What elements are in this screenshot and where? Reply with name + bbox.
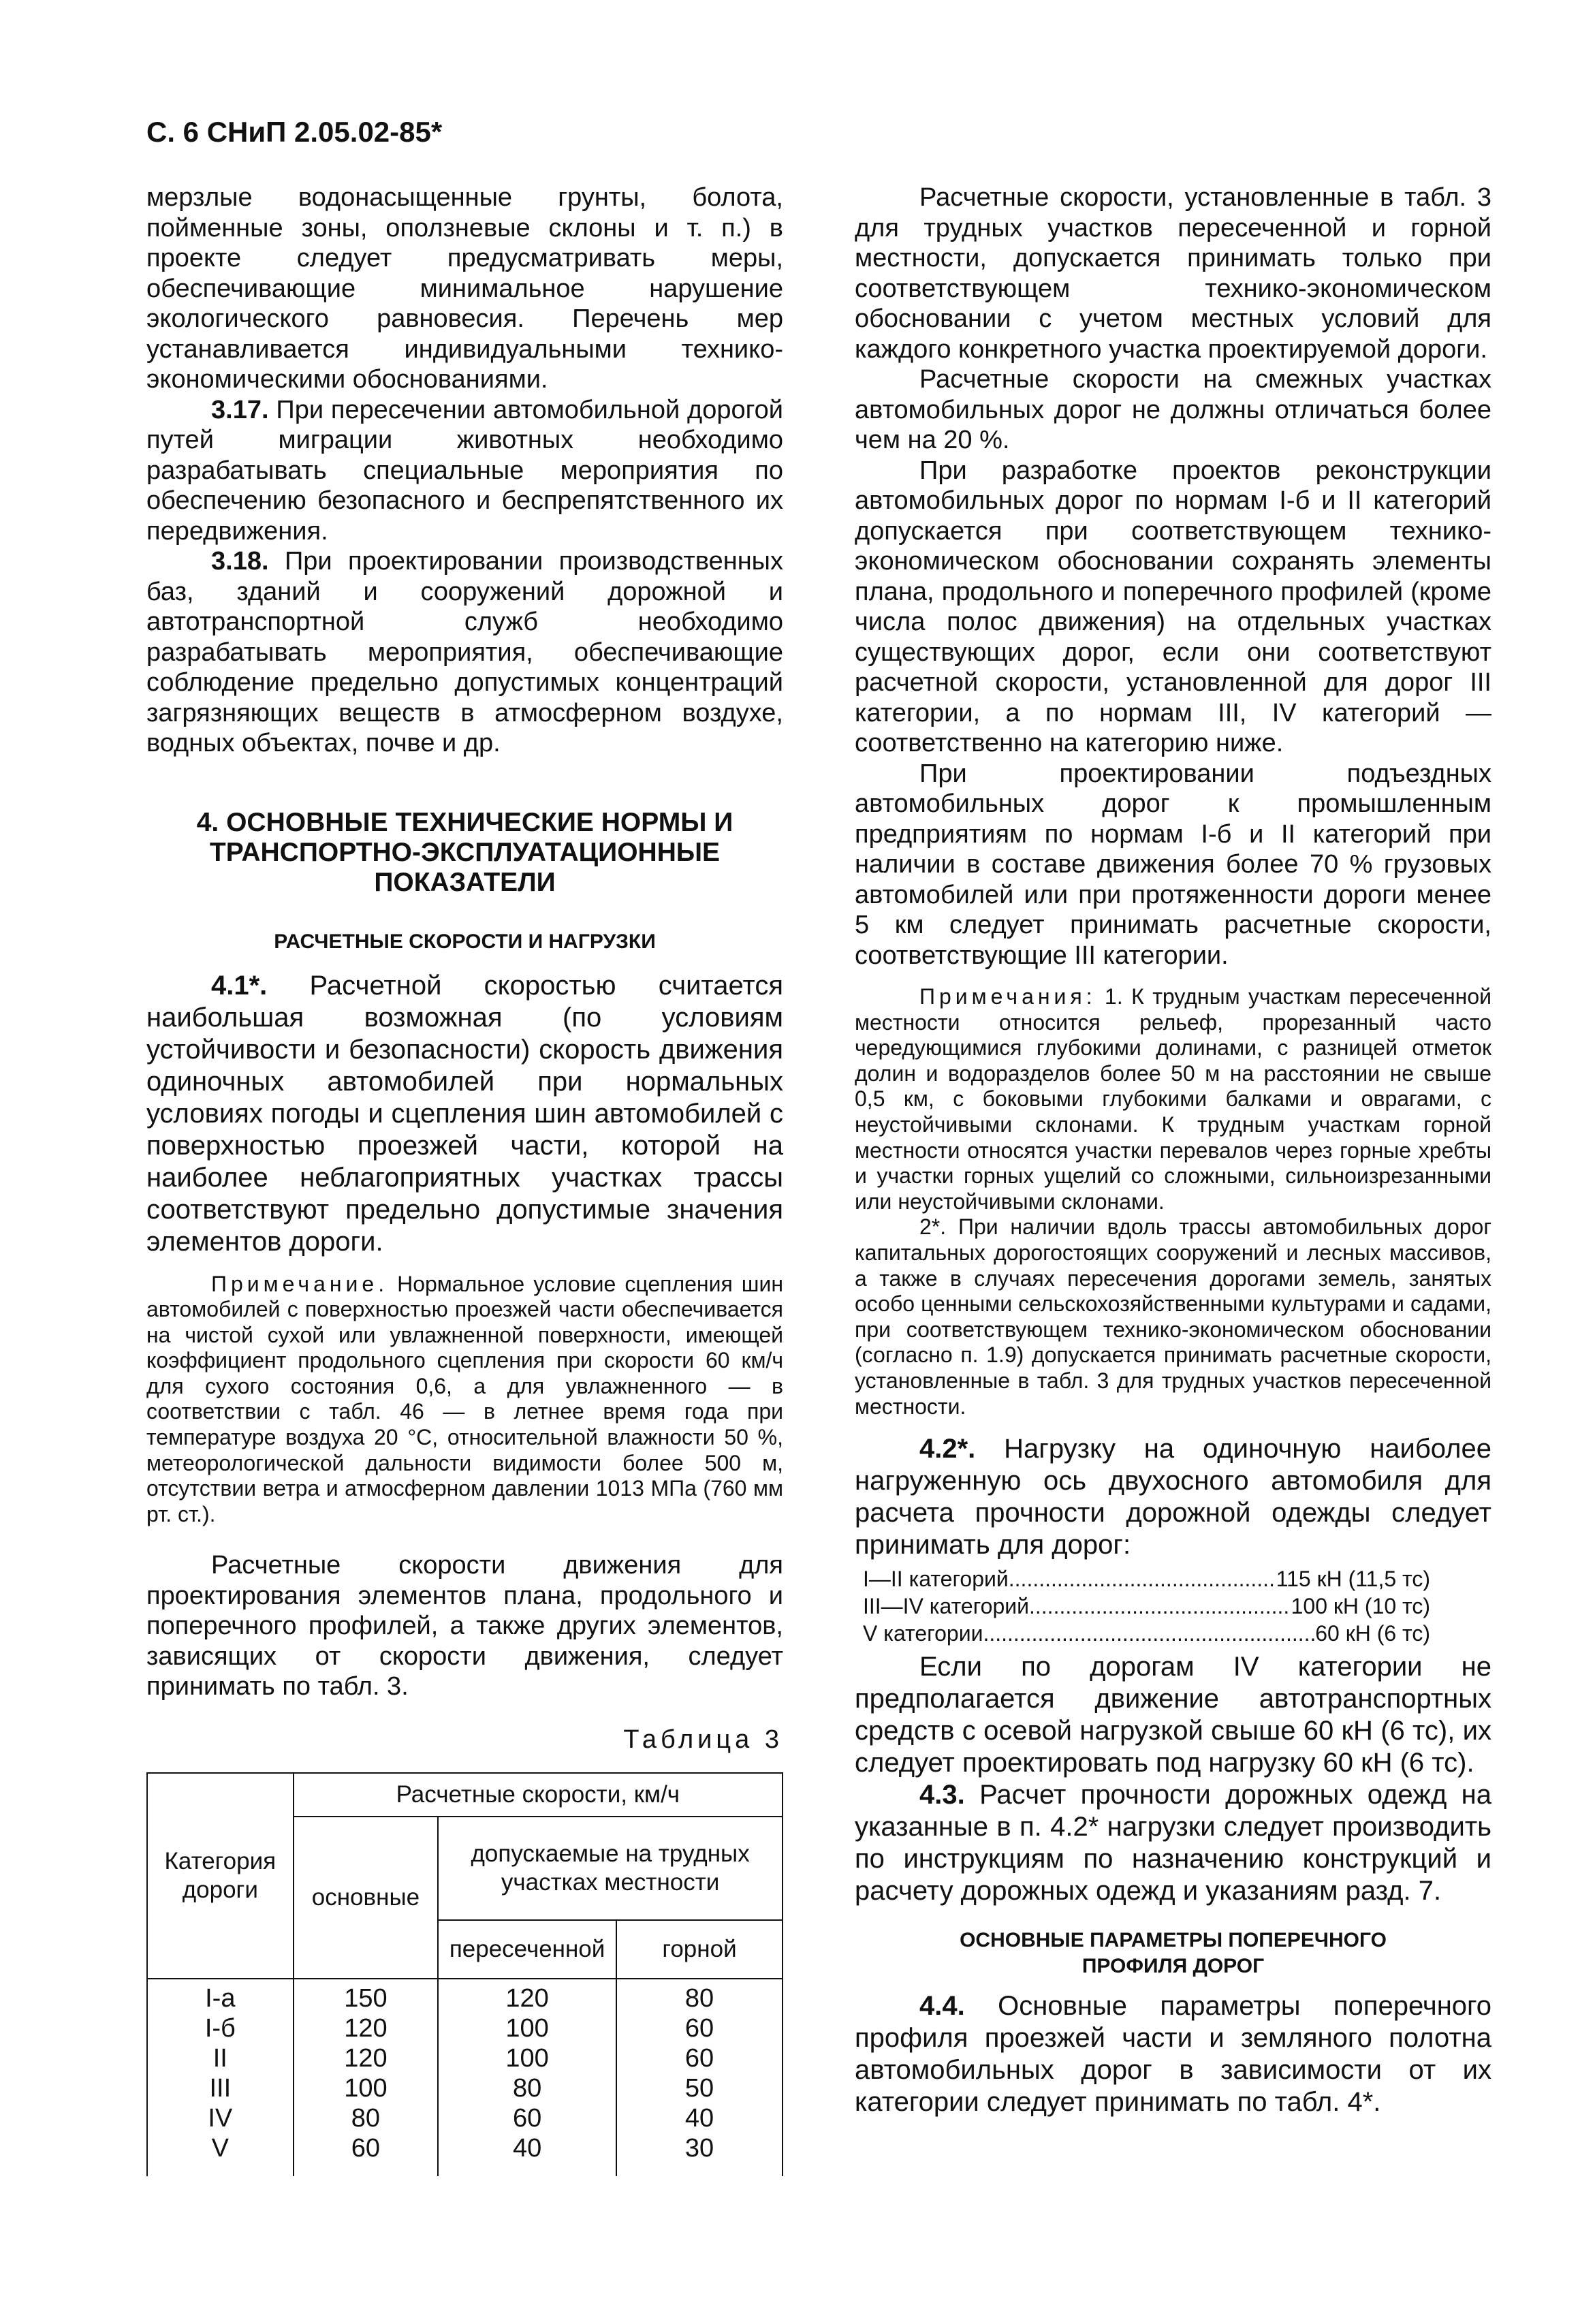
col-main-values bbox=[294, 1979, 439, 2176]
notes-label: Примечания: bbox=[919, 984, 1096, 1009]
clause-number: 3.17. bbox=[211, 395, 269, 424]
table-cell-cat: III bbox=[209, 2073, 232, 2103]
clause-number: 3.18. bbox=[211, 547, 269, 576]
paragraph-4-1 bbox=[146, 970, 783, 1258]
subsection-title: ОСНОВНЫЕ ПАРАМЕТРЫ ПОПЕРЕЧНОГО ПРОФИЛЯ ДОРОГ bbox=[960, 1929, 1387, 1978]
table-cell-mountain: 60 bbox=[684, 2013, 714, 2043]
col-rough-values bbox=[438, 1979, 616, 2176]
col-header-rough: пересеченной bbox=[438, 1920, 616, 1979]
note-2: 2*. При наличии вдоль трассы автомобильных дорог капитальных дорогостоящих сооружений и лесных массивов, а также в случаях пересечения дорогами земель, занятых особо ценными сельскохозяйственными культурами и садами, при соответствующем технико-экономическом обосновании (согласно п. 1.9) допускается принимать расчетные скорости, установленные в табл. 3 для трудных участков пересеченной местности. bbox=[855, 1214, 1491, 1419]
paragraph: При разработке проектов реконструкции автомобильных дорог по нормам I-б и II категорий допускается при соответствующем технико-экономическом обосновании сохранять элементы плана, продольного и поперечного профилей (кроме числа полос движения) на отдельных участках существующих дорог, если они соответствуют расчетной скорости, установленной для дорог III категории, а по нормам III, IV категорий — соответственно на категорию ниже. bbox=[855, 456, 1491, 757]
col-mountain-values bbox=[616, 1979, 783, 2176]
paragraph: Расчетные скорости, установленные в табл. 3 для трудных участков пересеченной и горной местности, допускается принимать только при соответствующем технико-экономическом обосновании с учетом местных условий для каждого конкретного участка проектируемой дороги. bbox=[855, 183, 1491, 364]
table-cell-cat: I-а bbox=[205, 1983, 236, 2013]
load-list bbox=[855, 1565, 1491, 1647]
table-cell-main: 120 bbox=[344, 2043, 388, 2073]
right-column bbox=[855, 183, 1491, 2118]
table-cell-cat: I-б bbox=[204, 2013, 236, 2043]
note-paragraph bbox=[146, 1272, 783, 1528]
clause-text: При пересечении автомобильной дорогой путей миграции животных необходимо разрабатывать специальные мероприятия по обеспечению безопасного и беспрепятственного их передвижения. bbox=[146, 395, 783, 546]
clause-text: Расчетной скоростью считается наибольшая возможная (по условиям устойчивости и безопасности) скорость движения одиночных автомобилей при нормальных условиях погоды и сцепления шин автомобилей с поверхностью проезжей части, которой на наиболее неблагоприятных участках трассы соответствуют предельно допустимые значения элементов дороги. bbox=[146, 970, 783, 1257]
table-cell-rough: 100 bbox=[505, 2013, 549, 2043]
paragraph-continuation: мерзлые водонасыщенные грунты, болота, пойменные зоны, оползневые склоны и т. п.) в проекте следует предусматривать меры, обеспечивающие минимальное нарушение экологического равновесия. Перечень мер устанавливается индивидуальными технико-экономическими обоснованиями. bbox=[146, 183, 783, 394]
clause-text: Расчет прочности дорожных одежд на указанные в п. 4.2* нагрузки следует производить по инструкциям по назначению конструкций и расчету дорожных одежд и указаниям разд. 7. bbox=[855, 1780, 1491, 1906]
table-cell-main: 120 bbox=[344, 2013, 388, 2043]
col-header-category: Категория дороги bbox=[147, 1773, 294, 1979]
note-text: Нормальное условие сцепления шин автомобилей с поверхностью проезжей части обеспечивается на чистой сухой или увлажненной поверхности, имеющей коэффициент продольного сцепления при скорости 60 км/ч для сухого состояния 0,6, а для увлажненного — в соответствии с табл. 46 — в летнее время года при температуре воздуха 20 °С, относительной влажности 50 %, метеорологической дальности видимости более 500 м, отсутствии ветра и атмосферном давлении 1013 МПа (760 мм рт. ст.). bbox=[146, 1271, 783, 1526]
clause-text: При проектировании производственных баз, зданий и сооружений дорожной и автотранспортной служб необходимо разрабатывать мероприятия, обеспечивающие соблюдение предельно допустимых концентраций загрязняющих веществ в атмосферном воздухе, водных объектах, почве и др. bbox=[146, 547, 783, 757]
paragraph-4-2 bbox=[855, 1433, 1491, 1561]
col-category-values bbox=[147, 1979, 294, 2176]
table-cell-mountain: 60 bbox=[684, 2043, 714, 2073]
col-header-speeds: Расчетные скорости, км/ч bbox=[294, 1773, 783, 1817]
subsection-title: РАСЧЕТНЫЕ СКОРОСТИ И НАГРУЗКИ bbox=[274, 930, 656, 953]
load-label: III—IV категорий bbox=[863, 1594, 1029, 1619]
table-cell-mountain: 30 bbox=[684, 2133, 714, 2163]
clause-text: Основные параметры поперечного профиля проезжей части и земляного полотна автомобильных дорог в зависимости от их категории следует принимать по табл. 4*. bbox=[855, 1991, 1491, 2118]
paragraph: Расчетные скорости на смежных участках автомобильных дорог не должны отличаться более чем на 20 %. bbox=[855, 365, 1491, 454]
clause-number: 4.2*. bbox=[919, 1434, 976, 1464]
paragraph-3-18 bbox=[146, 546, 783, 759]
clause-text: Нагрузку на одиночную наиболее нагруженную ось двухосного автомобиля для расчета прочности дорожной одежды следует принимать для дорог: bbox=[855, 1434, 1491, 1560]
page-header: С. 6 СНиП 2.05.02-85* bbox=[146, 116, 443, 148]
table-cell-rough: 100 bbox=[505, 2043, 549, 2073]
table-3 bbox=[146, 1772, 783, 2176]
load-value: 115 кН (11,5 тс) bbox=[1276, 1567, 1430, 1592]
section-title: 4. ОСНОВНЫЕ ТЕХНИЧЕСКИЕ НОРМЫ И ТРАНСПОРТНО-ЭКСПЛУАТАЦИОННЫЕ ПОКАЗАТЕЛИ bbox=[196, 807, 733, 897]
table-cell-main: 60 bbox=[351, 2133, 381, 2163]
table-caption: Таблица 3 bbox=[623, 1725, 783, 1754]
clause-number: 4.3. bbox=[919, 1780, 965, 1810]
note-text: 1. К трудным участкам пересеченной местности относится рельеф, прорезанный часто чередующимися глубокими долинами, с разницей отметок долин и водоразделов более 50 м на расстоянии не свыше 0,5 км, с боковыми глубокими балками и оврагами, с неустойчивыми склонами. К трудным участкам горной местности относятся участки перевалов через горные хребты и участки горных ущелий со сложными, сильноизрезанными или неустойчивыми склонами. bbox=[855, 984, 1491, 1214]
table-cell-main: 100 bbox=[344, 2073, 388, 2103]
table-cell-cat: IV bbox=[208, 2103, 233, 2133]
col-header-main: основные bbox=[294, 1817, 439, 1979]
load-label: I—II категорий bbox=[863, 1567, 1009, 1592]
note-1 bbox=[855, 984, 1491, 1214]
clause-number: 4.4. bbox=[919, 1991, 965, 2022]
col-header-mountain: горной bbox=[616, 1920, 783, 1979]
note-label: Примечание. bbox=[211, 1271, 389, 1296]
table-cell-mountain: 80 bbox=[684, 1983, 714, 2013]
paragraph-4-3 bbox=[855, 1779, 1491, 1907]
paragraph: Если по дорогам IV категории не предполагается движение автотранспортных средств с осевой нагрузкой свыше 60 кН (6 тс), их следует проектировать под нагрузку 60 кН (6 тс). bbox=[855, 1652, 1491, 1778]
paragraph-speeds: Расчетные скорости движения для проектирования элементов плана, продольного и поперечного профилей, а также других элементов, зависящих от скорости движения, следует принимать по табл. 3. bbox=[146, 1551, 783, 1701]
table-cell-mountain: 40 bbox=[684, 2103, 714, 2133]
table-cell-rough: 120 bbox=[505, 1983, 549, 2013]
col-header-difficult: допускаемые на трудных участках местности bbox=[438, 1817, 783, 1920]
left-column bbox=[146, 183, 783, 2176]
load-item bbox=[855, 1592, 1491, 1620]
load-item bbox=[855, 1565, 1491, 1592]
table-cell-rough: 40 bbox=[512, 2133, 542, 2163]
table-cell-main: 150 bbox=[344, 1983, 388, 2013]
table-cell-main: 80 bbox=[351, 2103, 381, 2133]
table-cell-rough: 80 bbox=[512, 2073, 542, 2103]
paragraph-3-17 bbox=[146, 395, 783, 547]
load-label: V категории bbox=[863, 1621, 983, 1646]
table-cell-rough: 60 bbox=[512, 2103, 542, 2133]
table-cell-cat: II bbox=[212, 2043, 227, 2073]
table-cell-cat: V bbox=[211, 2133, 229, 2163]
load-item bbox=[855, 1620, 1491, 1647]
table-cell-mountain: 50 bbox=[684, 2073, 714, 2103]
load-value: 100 кН (10 тс) bbox=[1291, 1594, 1430, 1619]
clause-number: 4.1*. bbox=[211, 970, 268, 1001]
paragraph-4-4 bbox=[855, 1990, 1491, 2118]
paragraph: При проектировании подъездных автомобильных дорог к промышленным предприятиям по нормам I-б и II категорий при наличии в составе движения более 70 % грузовых автомобилей или при протяженности дороги менее 5 км следует принимать расчетные скорости, соответствующие III категории. bbox=[855, 759, 1491, 970]
load-value: 60 кН (6 тс) bbox=[1315, 1621, 1430, 1646]
